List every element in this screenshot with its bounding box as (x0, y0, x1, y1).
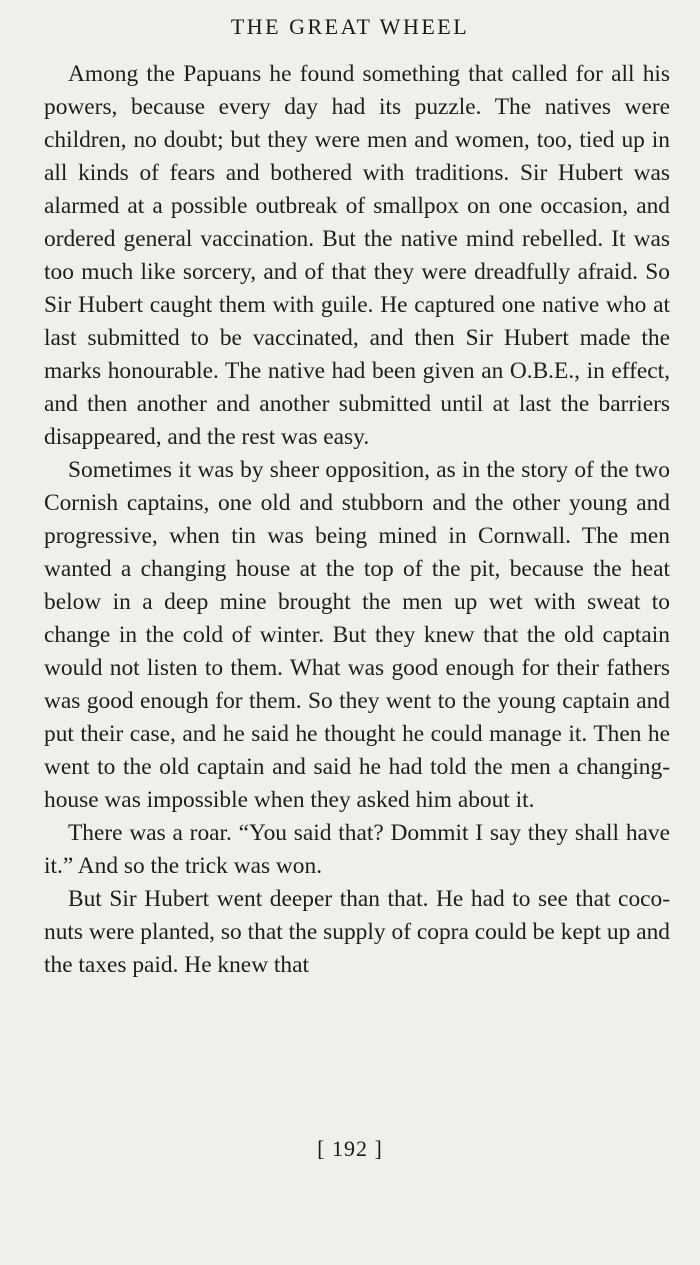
paragraph: There was a roar. “You said that? Dommit I say they shall have it.” And so the trick was won. (44, 820, 670, 879)
page-number: [ 192 ] (317, 1136, 383, 1161)
paragraph: Among the Papuans he found something that called for all his powers, because every day had its puzzle. The natives were children, no doubt; but they were men and women, too, tied up in all kinds of fears and bothered with traditions. Sir Hubert was alarmed at a possible outbreak of smallpox on one occasion, and ordered general vaccination. But the native mind rebelled. It was too much like sorcery, and of that they were dreadfully afraid. So Sir Hubert caught them with guile. He captured one native who at last submitted to be vaccinated, and then Sir Hubert made the marks honourable. The native had been given an O.B.E., in effect, and then another and another submitted until at last the barriers disappeared, and the rest was easy. (44, 61, 670, 450)
paragraph: Sometimes it was by sheer opposition, as in the story of the two Cornish captains, one old and stubborn and the other young and progressive, when tin was being mined in Cornwall. The men wanted a changing house at the top of the pit, because the heat below in a deep mine brought the men up wet with sweat to change in the cold of winter. But they knew that the old captain would not listen to them. What was good enough for their fathers was good enough for them. So they went to the young captain and put their case, and he said he thought he could manage it. Then he went to the old captain and said he had told the men a changing-house was impossible when they asked him about it. (44, 457, 670, 813)
running-head: THE GREAT WHEEL (230, 14, 470, 39)
body-text (44, 58, 670, 982)
paragraph: But Sir Hubert went deeper than that. He had to see that coco-nuts were planted, so that the supply of copra could be kept up and the taxes paid. He knew that (44, 886, 670, 978)
